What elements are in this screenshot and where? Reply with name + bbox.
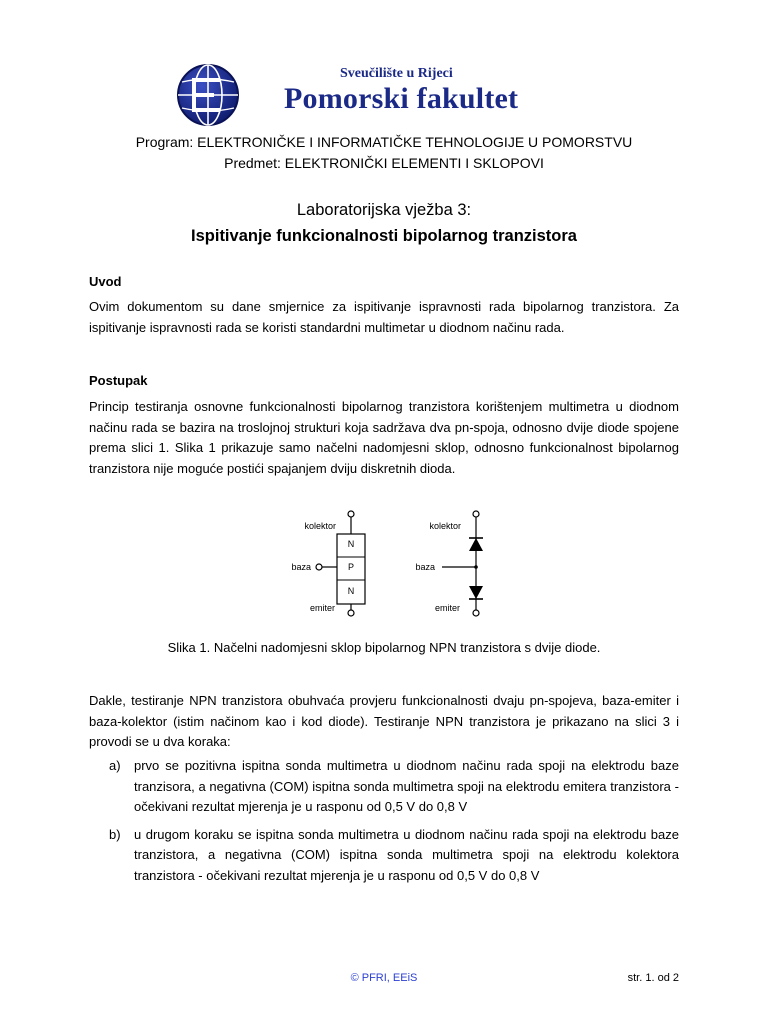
list-item-text: prvo se pozitivna ispitna sonda multimetra u diodnom načinu rada spoji na elektrodu baze tranzisora, a negativna (COM) ispitna sonda multimetra spoji na elektrodu emitera tranzistora - očekivani rezultat mjerenja je u rasponu od 0,5 V do 0,8 V [134,758,679,814]
layer-n-bottom: N [347,586,355,596]
list-marker: a) [109,758,121,773]
program-line: Program: ELEKTRONIČKE I INFORMATIČKE TEHNOLOGIJE U POMORSTVU [135,134,633,150]
subject-line: Predmet: ELEKTRONIČKI ELEMENTI I SKLOPOVI [224,155,544,171]
testing-paragraph: Dakle, testiranje NPN tranzistora obuhvaća provjeru funkcionalnosti dvaju pn-spojeva, baza-emiter i baza-kolektor (istim načinom kao i kod diode). Testiranje NPN tranzistora je prikazano na slici 3 i provodi se u dva koraka: [89,693,679,749]
procedure-heading: Postupak [89,373,148,388]
procedure-paragraph: Princip testiranja osnovne funkcionalnosti bipolarnog tranzistora korištenjem multimetra u diodnom načinu rada se bazira na troslojnoj strukturi koja sadržava dva pn-spoja, odnosno dvije diode spojene prema slici 1. Slika 1 prikazuje samo načelni nadomjesni sklop, odnosno funkcionalnost bipolarnog tranzistora nije moguće postići spajanjem dviju diskretnih dioda. [89,399,679,476]
steps-list [89,756,679,893]
lab-title: Laboratorijska vježba 3: [296,201,472,219]
footer-copyright: © PFRI, EEiS [350,972,418,984]
transistor-diagram [280,506,500,618]
figure-caption: Slika 1. Načelni nadomjesni sklop bipolarnog NPN tranzistora s dvije diode. [167,640,601,655]
university-name: Sveučilište u Rijeci [340,66,453,81]
intro-heading: Uvod [89,274,122,289]
list-item-text: u drugom koraku se ispitna sonda multimetra u diodnom načinu rada spoji na elektrodu baze tranzistora, a negativna (COM) ispitna sonda multimetra spoji na elektrodu kolektora tranzistora - očekivani rezultat mjerenja je u rasponu od 0,5 V do 0,8 V [134,826,679,883]
two-diode-model [415,511,483,616]
intro-paragraph: Ovim dokumentom su dane smjernice za ispitivanje ispravnosti rada bipolarnog tranzistora. Za ispitivanje ispravnosti rada se koristi standardni multimetar u diodnom načinu rada. [89,299,679,335]
list-marker: b) [109,826,121,842]
diode-collector-icon [469,538,483,551]
base-label-right: baza [415,562,435,572]
faculty-logo [176,62,240,128]
lab-subtitle: Ispitivanje funkcionalnosti bipolarnog tranzistora [191,227,577,245]
layer-p: P [347,562,355,572]
emitter-label-left: emiter [309,603,335,613]
base-label-left: baza [291,562,311,572]
npn-block-model [291,511,365,616]
list-item [89,825,679,887]
faculty-name: Pomorski fakultet [284,82,519,115]
diode-emitter-icon [469,586,483,599]
collector-label-right: kolektor [429,521,461,531]
emitter-label-right: emiter [434,603,460,613]
globe-icon [176,62,240,128]
footer-page-number: str. 1. od 2 [627,972,679,984]
layer-n-top: N [347,539,355,549]
list-item [89,756,679,818]
collector-label-left: kolektor [304,521,336,531]
